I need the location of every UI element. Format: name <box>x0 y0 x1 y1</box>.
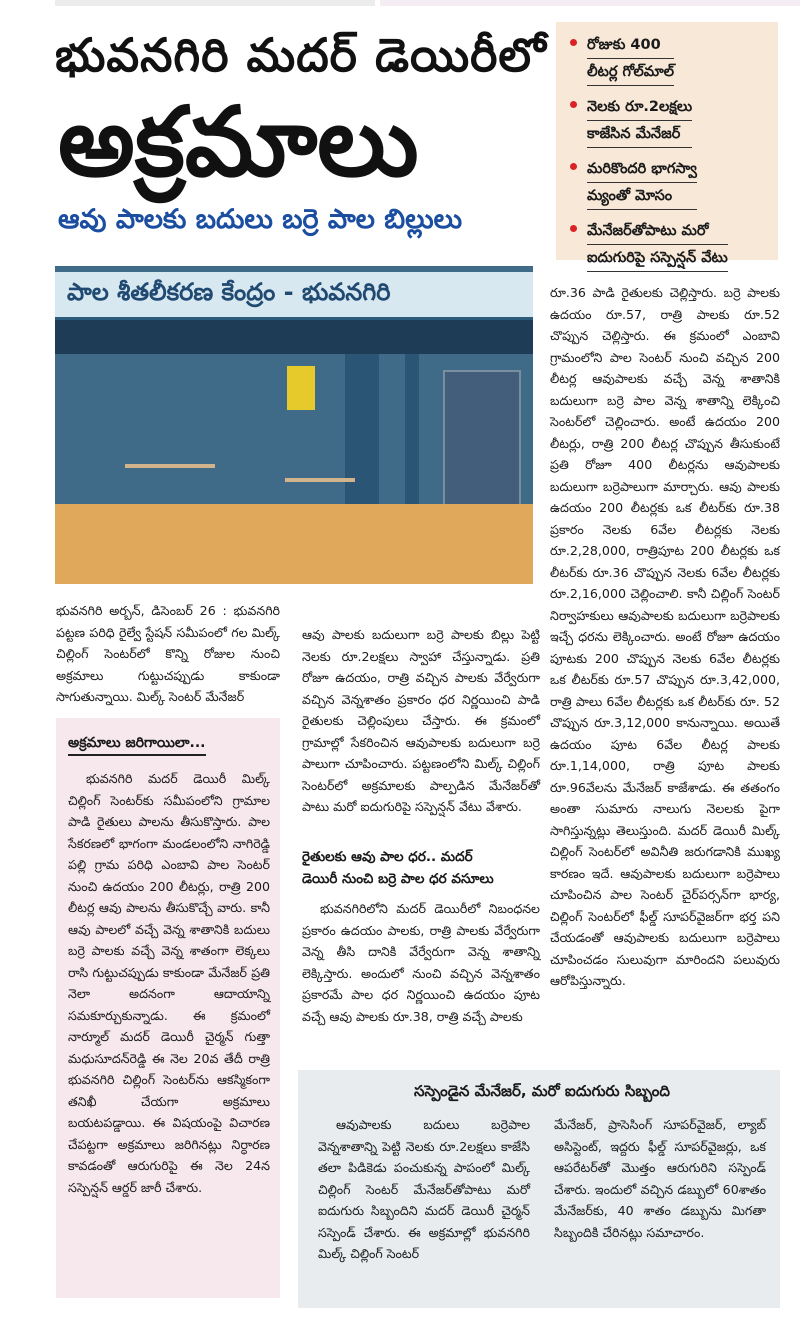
bullet-dot-icon <box>570 225 577 232</box>
highlight-line: నెలకు రూ.2లక్షలు <box>587 94 692 121</box>
subheadline: ఆవు పాలకు బదులు బర్రె పాల బిల్లులు <box>58 204 463 235</box>
article-column-1 <box>56 600 280 708</box>
bullet-dot-icon <box>570 163 577 170</box>
highlight-line: లీటర్ల గోల్‌మాల్ <box>587 59 674 86</box>
bottom-box <box>298 1070 780 1308</box>
side-box-body: భువనగిరి మదర్ డెయిరీ మిల్క్ చిల్లింగ్ సెంటర్‌కు సమీపంలోని గ్రామాల పాడి రైతులు పాలను తీసుకొస్తారు. పాల సేకరణలో భాగంగా మండలంలోని నాగిరెడ్డి పల్లి గ్రామ పరిధి ఎంబావి పాల సెంటర్ నుంచి ఉదయం 200 లీటర్లు, రాత్రి 200 లీటర్ల ఆవు పాలను తీసుకొచ్చే వారు. కానీ ఆవు పాలలో వచ్చే వెన్న శాతానికి బదులు బర్రె పాలకు వచ్చే వెన్న శాతంగా లెక్కలు రాసి గుట్టుచప్పుడు కాకుండా మేనేజర్ ప్రతి నెలా అదనంగా ఆదాయాన్ని సమకూర్చుకున్నాడు. ఈ క్రమంలో నార్మూల్ మదర్ డెయిరీ చైర్మన్ గుత్తా మధుసూదన్‌రెడ్డి ఈ నెల 20వ తేదీ రాత్రి భువనగిరి చిల్లింగ్ సెంటర్‌ను ఆకస్మికంగా తనిఖీ చేయగా అక్రమాలు బయటపడ్డాయి. ఈ విషయంపై విచారణ చేపట్టగా అక్రమాలు జరిగినట్లు నిర్ధారణ కావడంతో ఆరుగురిపై ఈ నెల 24న సస్పెన్షన్ ఆర్డర్ జారీ చేశారు. <box>68 771 270 1195</box>
article-intro: భువనగిరి అర్బన్, డిసెంబర్ 26 : భువనగిరి పట్టణ పరిధి రైల్వే స్టేషన్ సమీపంలో గల మిల్క్ చిల్లింగ్ సెంటర్‌లో కొన్ని రోజుల నుంచి అక్రమాలు గుట్టుచప్పుడు కాకుండా సాగుతున్నాయి. మిల్క్ సెంటర్ మేనేజర్ <box>56 603 280 704</box>
highlight-line: మేనేజర్‌తోపాటు మరో <box>587 218 728 245</box>
highlight-line: ఐదుగురిపై సస్పెన్షన్ వేటు <box>587 245 728 272</box>
article-paragraph: రూ.36 పాడి రైతులకు చెల్లిస్తారు. బర్రె పాలకు ఉదయం రూ.57, రాత్రి పాలకు రూ.52 చొప్పున చెల్లిస్తారు. ఈ క్రమంలో ఎంబావి గ్రామంలోని పాల సెంటర్ నుంచి వచ్చిన 200 లీటర్ల ఆవుపాలకు వచ్చే వెన్న శాతానికి బదులుగా బర్రె పాల వెన్న శాతాన్ని లెక్కించి సెంటర్‌లో చెల్లించారు. అంటే ఉదయం 200 లీటర్లు, రాత్రి 200 లీటర్ల చొప్పున తీసుకుంటే ప్రతి రోజూ 400 లీటర్లను ఆవుపాలకు బదులుగా బర్రెపాలుగా మార్చారు. ఆవు పాలకు ఉదయం 200 లీటర్లకు ఒక లీటర్‌కు రూ.38 ప్రకారం నెలకు 6వేల లీటర్లకు నెలకు రూ.2,28,000, రాత్రిపూట 200 లీటర్లకు ఒక లీటర్‌కు రూ.36 చొప్పున నెలకు 6వేల లీటర్లకు రూ.2,16,000 చెల్లించాలి. కానీ చిల్లింగ్ సెంటర్ నిర్వాహకులు ఆవుపాలకు బదులుగా బర్రెపాలకు ఇచ్చే ధరను లెక్కించారు. అంటే రోజూ ఉదయం పూటకు 200 చొప్పున నెలకు 6వేల లీటర్లకు ఒక లీటర్‌కు రూ.57 చొప్పున రూ.3,42,000, రాత్రి పాలు 6వేల లీటర్లకు ఒక లీటర్‌కు రూ. 52 చొప్పున రూ.3,12,000 కానున్నాయి. అయితే ఉదయం పూట 6వేల లీటర్ల పాలకు రూ.1,14,000, రాత్రి పూట పాలకు రూ.96వేలను మేనేజర్ కాజేశాడు. ఈ తతంగం అంతా సుమారు నాలుగు నెలలకు పైగా సాగిస్తున్నట్లు తెలుస్తుంది. మదర్ డెయిరీ మిల్క్ చిల్లింగ్ సెంటర్‌లో అవినీతి జరుగడానికి ముఖ్య కారణం ఇదే. ఆవుపాలకు బదులుగా బర్రెపాలు చూపించిన పాల సెంటర్ చైర్‌పర్సన్‌గా భార్య, చిల్లింగ్ సెంటర్‌లో ఫీల్డ్ సూపర్‌వైజర్‌గా భర్త పని చేయడంతో ఆవుపాలకు బదులుగా బర్రెపాలు చూపించడం సులువుగా మారిందని పలువురు ఆరోపిస్తున్నారు. <box>550 285 780 988</box>
top-strip-right <box>380 0 800 6</box>
headline-line-1: భువనగిరి మదర్ డెయిరీలో <box>55 28 547 82</box>
side-box <box>56 718 280 1298</box>
top-strip <box>0 0 800 8</box>
bullet-dot-icon <box>570 39 577 46</box>
headline-main: అక్రమాలు <box>58 86 419 198</box>
highlight-item <box>570 218 770 272</box>
top-strip-left <box>55 0 375 6</box>
highlight-item <box>570 156 770 210</box>
bottom-box-right: మేనేజర్, ప్రాసెసింగ్ సూపర్‌వైజర్, ల్యాబ్ అసిస్టెంట్, ఇద్దరు ఫీల్డ్ సూపర్‌వైజర్లు, ఒక ఆపరేటర్‌తో మొత్తం ఆరుగురిని సస్పెండ్ చేశారు. ఇందులో వచ్చిన డబ్బులో 60శాతం మేనేజర్‌కు, 40 శాతం డబ్బును మిగతా సిబ్బందికి చేరినట్లు సమాచారం. <box>554 1117 766 1240</box>
bottom-box-title: సస్పెండైన మేనేజర్, మరో ఐదుగురు సిబ్బంది <box>414 1082 670 1100</box>
highlight-line: మ్యంతో మోసం <box>587 183 697 210</box>
article-column-2 <box>302 624 540 818</box>
subheading-line: డెయిరీ నుంచి బర్రె పాల ధర వసూలు <box>302 871 494 887</box>
photo-yellow-box <box>287 366 315 410</box>
article-subheading <box>302 846 540 890</box>
news-photo <box>55 266 533 584</box>
article-paragraph: భువనగిరిలోని మదర్ డెయిరీలో నిబంధనల ప్రకారం ఉదయం పాలకు, రాత్రి పాలకు వేర్వేరుగా వెన్న తీసి దానికి వేర్వేరుగా వెన్న శాతాన్ని లెక్కిస్తారు. అందులో నుంచి వచ్చిన వెన్నశాతం ప్రకారమే పాల ధర నిర్ణయించి ఉదయం పూట వచ్చే ఆవు పాలకు రూ.38, రాత్రి వచ్చే పాలకు <box>302 901 540 1024</box>
bottom-box-left: ఆవుపాలకు బదులు బర్రెపాల వెన్నశాతాన్ని పెట్టి నెలకు రూ.2లక్షలు కాజేసి తలా పిడికెడు పంచుకున్న పాపంలో మిల్క్ చిల్లింగ్ సెంటర్ మేనేజర్‌తోపాటు మరో ఐదుగురు సిబ్బందిని మదర్ డెయిరీ చైర్మన్ సస్పెండ్ చేశారు. ఈ అక్రమాల్లో భువనగిరి మిల్క్ చిల్లింగ్ సెంటర్ <box>318 1117 530 1261</box>
highlight-line: మరికొందరి భాగస్వా <box>587 156 697 183</box>
highlight-item <box>570 94 770 148</box>
photo-roof <box>55 320 533 354</box>
photo-sign-board: పాల శీతలీకరణ కేంద్రం - భువనగిరి <box>55 272 533 320</box>
highlight-line: రోజుకు 400 <box>587 32 674 59</box>
photo-floor <box>55 504 533 584</box>
highlight-line: కాజేసిన మేనేజర్ <box>587 121 692 148</box>
article-column-2b <box>302 898 540 1027</box>
side-box-title: అక్రమాలు జరిగాయిలా... <box>68 735 206 756</box>
highlight-item <box>570 32 770 86</box>
subheading-line: రైతులకు ఆవు పాల ధర.. మదర్ <box>302 849 473 865</box>
photo-table <box>125 464 215 508</box>
photo-table <box>285 478 355 516</box>
article-column-3 <box>550 282 780 992</box>
highlights-box <box>556 22 778 266</box>
bullet-dot-icon <box>570 101 577 108</box>
article-paragraph: ఆవు పాలకు బదులుగా బర్రె పాలకు బిల్లు పెట్టి నెలకు రూ.2లక్షలు స్వాహా చేస్తున్నాడు. ప్రతి రోజూ ఉదయం, రాత్రి వచ్చిన పాలకు వేర్వేరుగా వచ్చిన వెన్నశాతం ప్రకారం ధర నిర్ణయించి పాడి రైతులకు చెల్లింపులు చేస్తారు. ఈ క్రమంలో గ్రామాల్లో సేకరించిన ఆవుపాలకు బదులుగా బర్రె పాలుగా చూపించారు. పట్టణంలోని మిల్క్ చిల్లింగ్ సెంటర్‌లో అక్రమాలకు పాల్పడిన మేనేజర్‌తో పాటు మరో ఐదుగురిపై సస్పెన్షన్ వేటు వేశారు. <box>302 627 540 814</box>
